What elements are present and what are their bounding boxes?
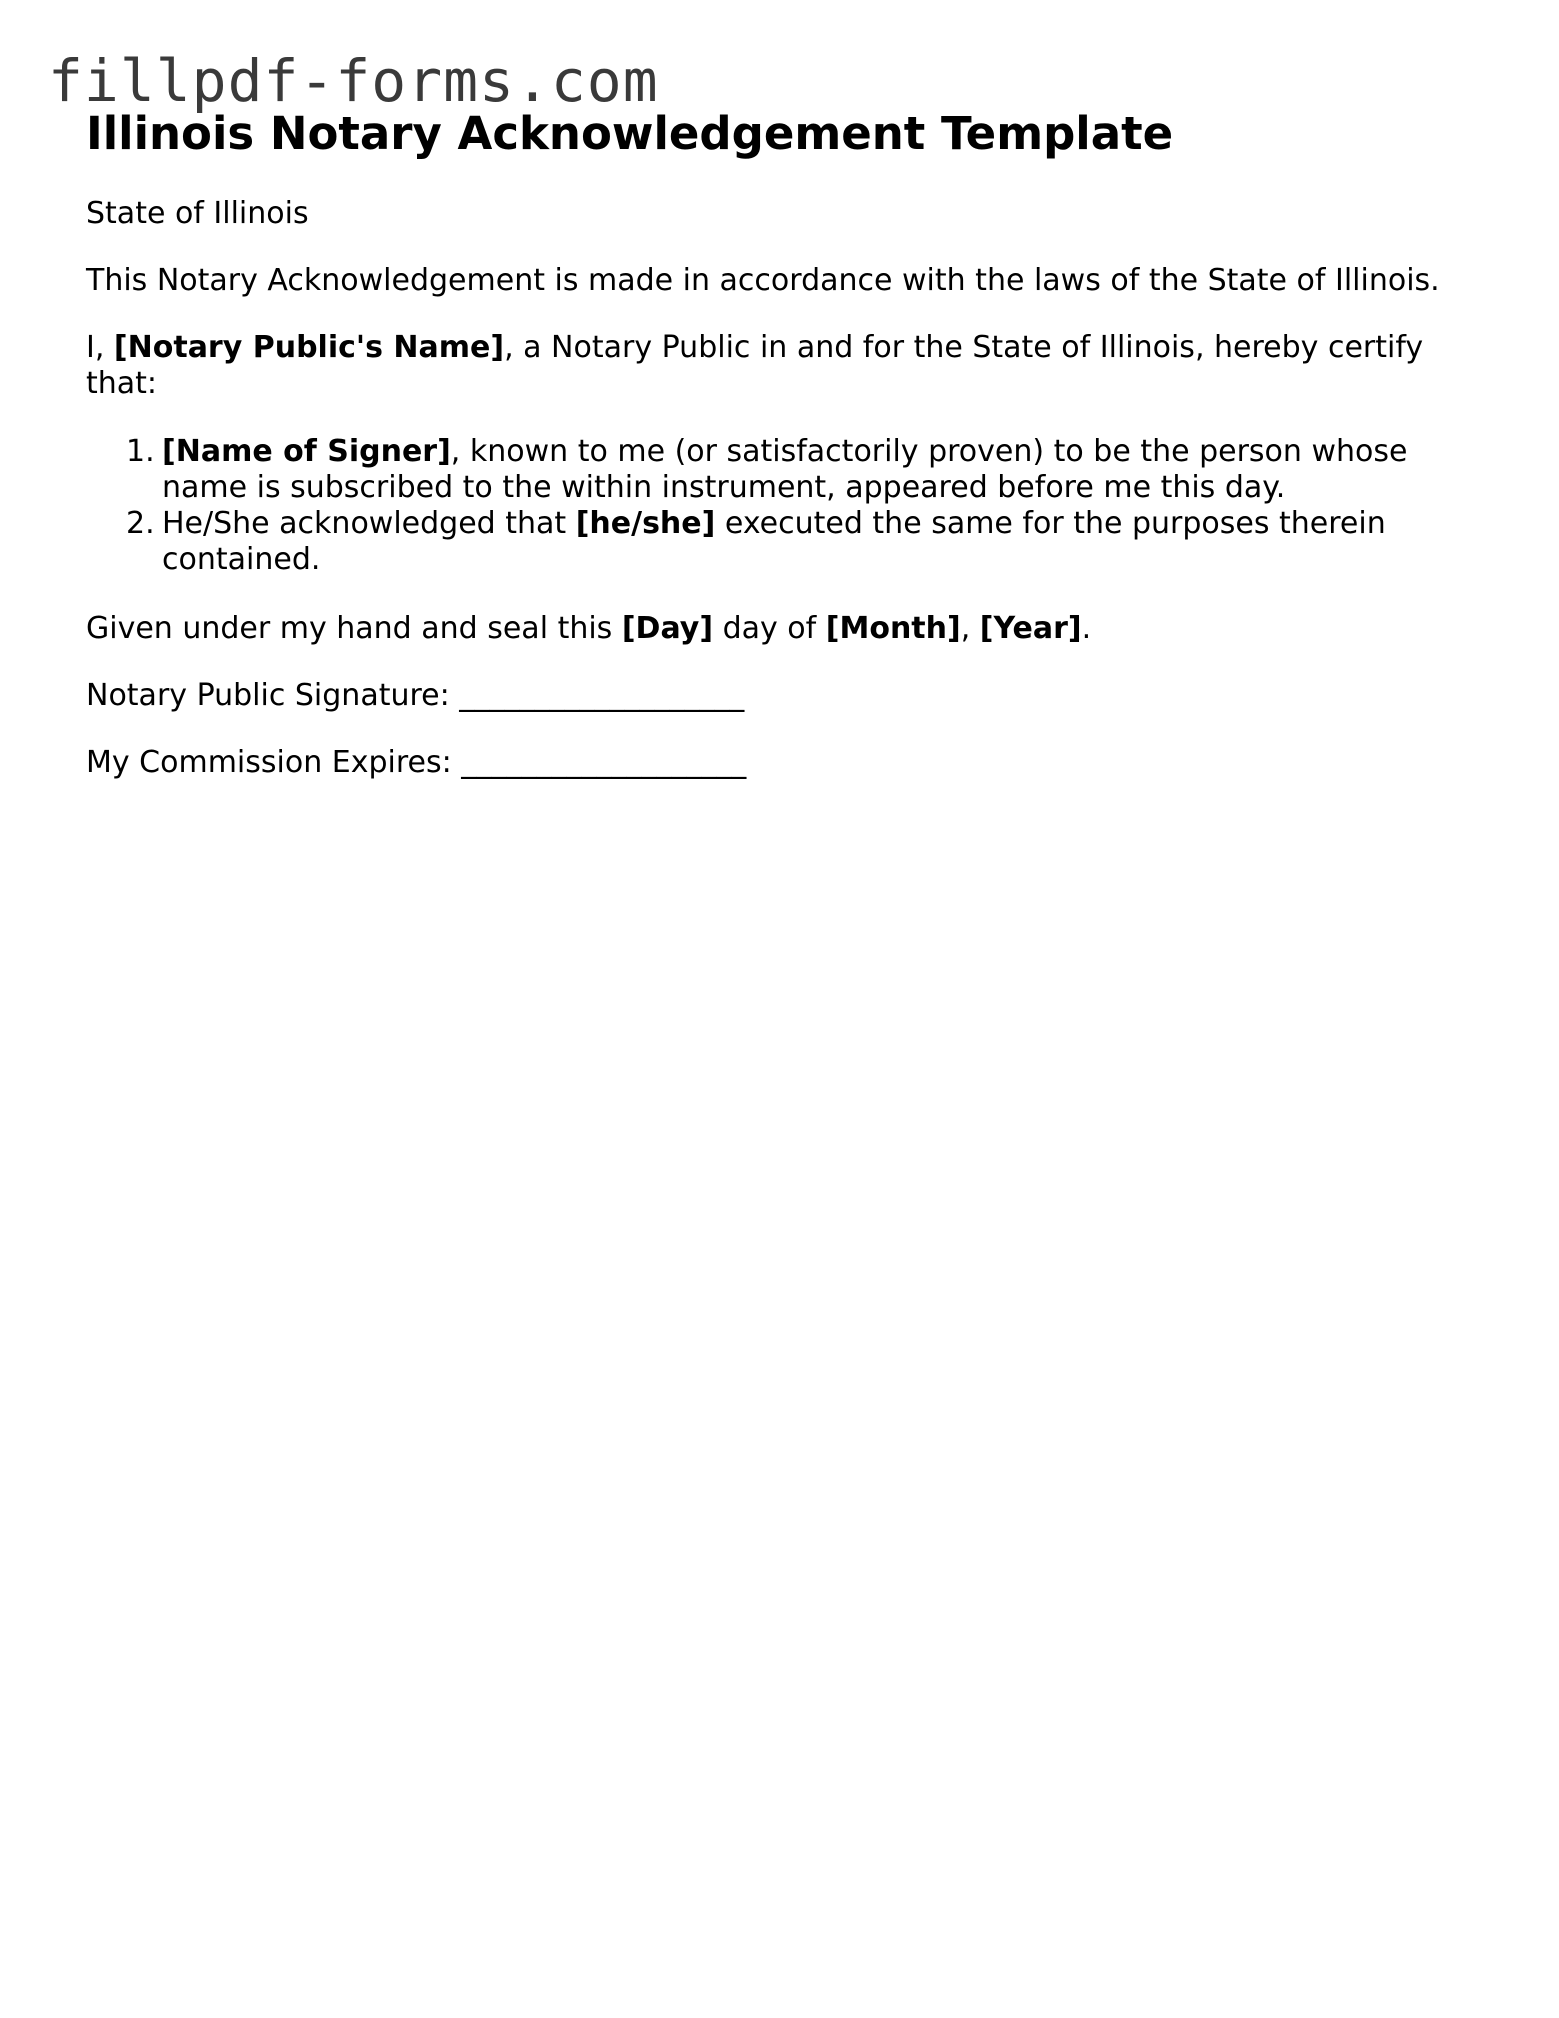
list-item bbox=[86, 506, 1502, 578]
state-line: State of Illinois bbox=[86, 196, 309, 231]
given-middle: day of bbox=[713, 611, 826, 646]
given-comma: , bbox=[960, 611, 980, 646]
notary-name-placeholder: [Notary Public's Name] bbox=[113, 330, 505, 365]
certification-list bbox=[86, 434, 1486, 578]
given-end: . bbox=[1081, 611, 1092, 646]
month-placeholder: [Month] bbox=[825, 611, 961, 646]
intro-paragraph: This Notary Acknowledgement is made in accordance with the laws of the State of Illinois. bbox=[86, 263, 1440, 298]
commission-expires-line: My Commission Expires: ___________________ bbox=[86, 745, 747, 780]
day-placeholder: [Day] bbox=[621, 611, 714, 646]
given-line bbox=[86, 611, 1091, 647]
signer-name-placeholder: [Name of Signer] bbox=[162, 434, 451, 469]
certify-prefix: I, bbox=[86, 330, 114, 365]
pronoun-placeholder: [he/she] bbox=[575, 506, 716, 541]
list-item-text: , known to me (or satisfactorily proven) to be the person whose name is subscribed to the within instrument, appeared before me this day. bbox=[162, 434, 1408, 505]
signature-line: Notary Public Signature: ___________________ bbox=[86, 678, 745, 713]
list-item bbox=[86, 434, 1502, 506]
page-title: Illinois Notary Acknowledgement Template bbox=[86, 107, 1174, 160]
list-item-text-before: He/She acknowledged that bbox=[162, 506, 576, 541]
certify-suffix: , a Notary Public in and for the State of Illinois, hereby certify that: bbox=[86, 330, 1424, 401]
certify-paragraph bbox=[86, 330, 1486, 402]
list-item-text-after: executed the same for the purposes therein contained. bbox=[162, 506, 1386, 577]
given-prefix: Given under my hand and seal this bbox=[86, 611, 622, 646]
document bbox=[86, 104, 1486, 780]
list-item-number: 1. bbox=[126, 434, 155, 469]
watermark-text: fillpdf-forms.com bbox=[48, 47, 659, 115]
year-placeholder: [Year] bbox=[979, 611, 1082, 646]
list-item-number: 2. bbox=[126, 506, 155, 541]
